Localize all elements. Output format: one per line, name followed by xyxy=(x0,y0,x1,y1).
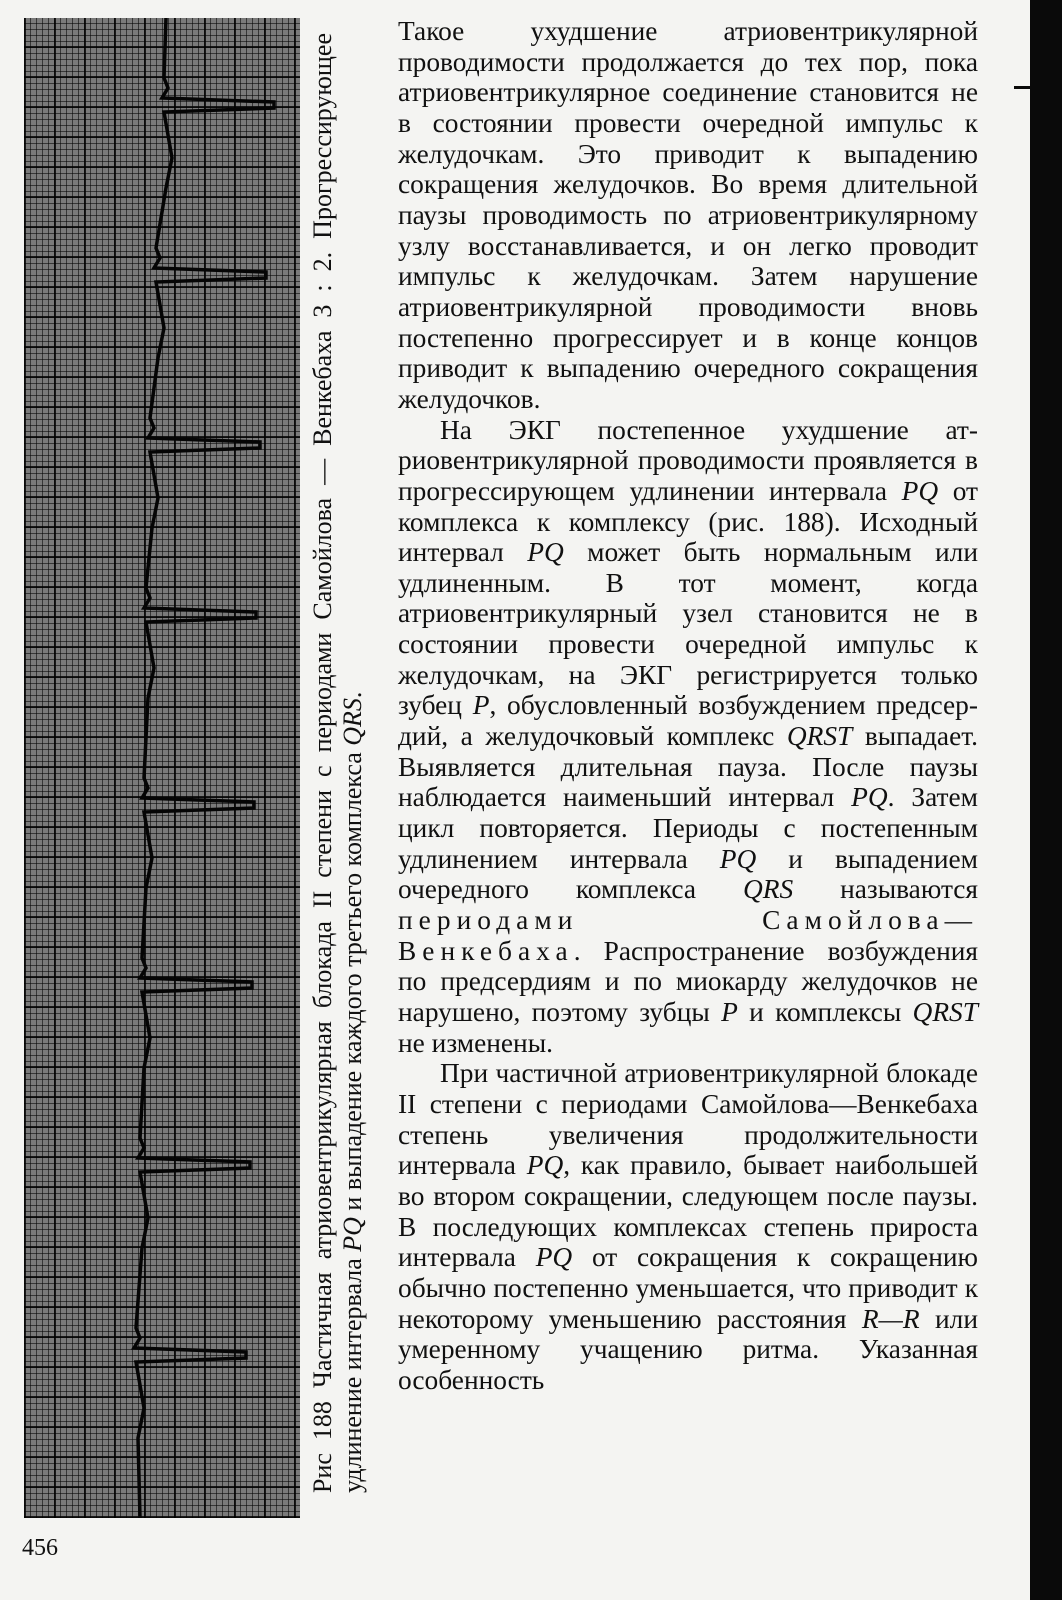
text-run: от комплекса к комплексу (рис. 188). Исходный интервал xyxy=(398,475,978,568)
paragraph xyxy=(398,1058,978,1395)
italic-term: PQ xyxy=(527,537,564,568)
text-run: выпадает. Выявляется длительная пауза. После паузы наблюдается наименьший интервал xyxy=(398,721,978,813)
text-run: и выпадением очередного комплекса xyxy=(398,843,978,905)
figure-caption xyxy=(308,33,368,1493)
italic-term: P xyxy=(721,997,738,1027)
italic-term: R—R xyxy=(861,1303,920,1334)
page-edge-shadow xyxy=(1030,0,1062,1600)
text-run: может быть нормальным или удлиненным. В тот момент, когда атриовентрикулярный узел становится не в состоянии провести очередной импульс к желудочкам, на ЭКГ регистрируется только зубец xyxy=(398,537,978,721)
spaced-term: периодами Самойлова—Венкебаха xyxy=(398,905,978,966)
text-run: называются xyxy=(793,874,979,905)
text-run: не изменены. xyxy=(398,1027,553,1058)
text-run: . Распространение возбуждения по предсердиям и по миокарду желудочков не нарушено, поэтому зубцы xyxy=(398,935,978,1027)
paragraph xyxy=(398,16,978,415)
italic-term: QRST xyxy=(912,997,978,1027)
text-run: и комплексы xyxy=(737,997,913,1027)
page-edge-mark xyxy=(1014,86,1032,89)
text-run: . Затем цикл повторяется. Периоды с постепенным удлинением интервала xyxy=(398,782,978,874)
italic-term: QRST xyxy=(786,721,853,752)
italic-term: PQ xyxy=(719,843,757,874)
italic-term: P xyxy=(472,690,490,721)
italic-term: QRS xyxy=(742,874,794,905)
ecg-trace xyxy=(24,18,300,1518)
paragraph xyxy=(398,415,978,1059)
text-run: При частичной атриовентрикулярной блокаде II степени с периодами Самойлова—Венкебаха степень увеличения продолжительности интервала xyxy=(398,1058,978,1181)
caption-qrs: QRS xyxy=(338,698,367,746)
body-text xyxy=(398,16,978,1396)
caption-text-end: . xyxy=(338,691,367,699)
text-run: , обусловленный возбуждением предсердий, а желудочковый комплекс xyxy=(398,690,978,752)
text-run: от сокращения к сокращению обычно постепенно уменьшается, что приводит к некоторому уменьшению расстояния xyxy=(398,1242,978,1334)
text-run: или умеренному учащению ритма. Указанная особенность xyxy=(398,1303,978,1395)
text-run: Такое ухудшение атриовентрикулярной проводимости продолжается до тех пор, пока атриовентрикулярное соединение становится не в состоянии провести очередной импульс к желудочкам. Это приводит к выпадению сокращения желудочков. Во время длительной паузы проводимость по атриовентрикулярному узлу восстанавливается, и он легко проводит импульс к желудочкам. Затем нарушение атриовентрикулярной проводимости вновь постепенно прогрессирует и в конце концов приводит к выпадению очередного сокращения желудочков. xyxy=(398,16,978,414)
italic-term: PQ xyxy=(851,782,888,813)
italic-term: PQ xyxy=(535,1242,573,1273)
italic-term: PQ xyxy=(526,1150,564,1181)
caption-text-mid: и выпадение каждого третьего комплекса xyxy=(338,745,367,1218)
text-run: На ЭКГ постепенное ухудшение атриовентрикулярной проводимости проявляется в прогрессирующем удлинении интервала xyxy=(398,414,978,506)
caption-pq: PQ xyxy=(338,1217,367,1252)
caption-text: Рис 188 Частичная атриовентрикулярная блокада II степени с периодами Самойлова — Венкебаха 3 : 2. Прогрессирующее удлинение интервала xyxy=(308,33,367,1493)
text-run: , как правило, бывает наибольшей во втором сокращении, следующем после паузы. В последующих комплексах степень прироста интервала xyxy=(398,1150,978,1273)
page-number: 456 xyxy=(22,1535,58,1561)
ecg-strip-image xyxy=(24,18,300,1518)
italic-term: PQ xyxy=(901,475,939,506)
